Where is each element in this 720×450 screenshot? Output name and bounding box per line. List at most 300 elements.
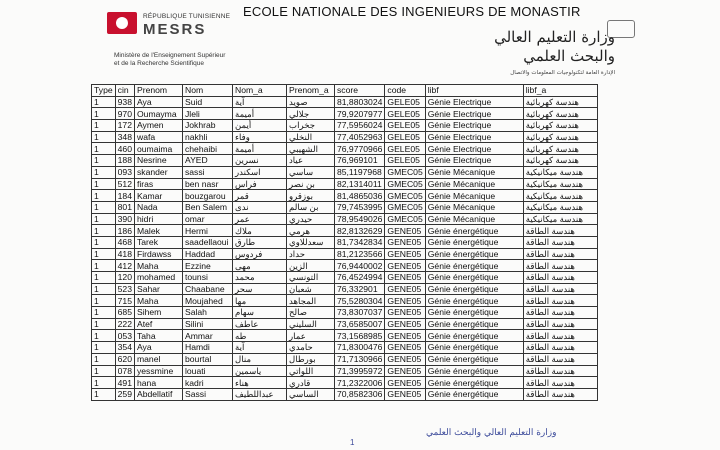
- cell-prenom: Atef: [134, 318, 182, 330]
- table-row: [92, 307, 598, 319]
- column-header: Type: [92, 85, 116, 97]
- cell-filiere: Génie énergétique: [425, 248, 523, 260]
- cell-filiere: Génie Electrique: [425, 120, 523, 132]
- cell-cin: 460: [115, 143, 134, 155]
- arabic-header: [455, 20, 635, 78]
- cell-nom: Hamdi: [182, 342, 232, 354]
- cell-type: 1: [92, 166, 116, 178]
- cell-filiere: Génie Electrique: [425, 108, 523, 120]
- cell-prenom: Tarek: [134, 236, 182, 248]
- cell-filiere-arabic: هندسة كهربائية: [523, 120, 597, 132]
- cell-nom: Ammar: [182, 330, 232, 342]
- cell-type: 1: [92, 342, 116, 354]
- cell-type: 1: [92, 155, 116, 167]
- cell-filiere: Génie énergétique: [425, 225, 523, 237]
- cell-nom-arabic: قمر: [232, 190, 286, 202]
- cell-cin: 184: [115, 190, 134, 202]
- cell-score: 75,5280304: [334, 295, 384, 307]
- cell-prenom: oumaima: [134, 143, 182, 155]
- cell-cin: 188: [115, 155, 134, 167]
- cell-filiere-arabic: هندسة الطاقة: [523, 388, 597, 400]
- cell-prenom: Aya: [134, 96, 182, 108]
- cell-filiere-arabic: هندسة الطاقة: [523, 295, 597, 307]
- arabic-header-line-3: الإدارة العامة لتكنولوجيات المعلومات والاتصال: [510, 70, 615, 76]
- cell-cin: 715: [115, 295, 134, 307]
- cell-cin: 801: [115, 201, 134, 213]
- cell-type: 1: [92, 388, 116, 400]
- cell-score: 71,7130966: [334, 353, 384, 365]
- cell-prenom-arabic: حيدري: [286, 213, 334, 225]
- cell-nom-arabic: فردوس: [232, 248, 286, 260]
- cell-code: GELE05: [385, 120, 425, 132]
- cell-nom-arabic: آية: [232, 342, 286, 354]
- cell-score: 71,2322006: [334, 377, 384, 389]
- table-row: [92, 213, 598, 225]
- cell-filiere: Génie Mécanique: [425, 166, 523, 178]
- cell-nom-arabic: سهام: [232, 307, 286, 319]
- cell-type: 1: [92, 108, 116, 120]
- cell-nom-arabic: أميمة: [232, 108, 286, 120]
- cell-score: 77,5956024: [334, 120, 384, 132]
- table-row: [92, 365, 598, 377]
- cell-prenom-arabic: اللواتي: [286, 365, 334, 377]
- cell-prenom: Kamar: [134, 190, 182, 202]
- cell-nom: Haddad: [182, 248, 232, 260]
- column-header: Nom_a: [232, 85, 286, 97]
- cell-prenom: Maha: [134, 295, 182, 307]
- cell-prenom-arabic: جلالي: [286, 108, 334, 120]
- cell-type: 1: [92, 377, 116, 389]
- cell-type: 1: [92, 365, 116, 377]
- cell-prenom-arabic: بن سالم: [286, 201, 334, 213]
- cell-nom: Jokhrab: [182, 120, 232, 132]
- cell-prenom-arabic: هرمي: [286, 225, 334, 237]
- cell-prenom-arabic: الزين: [286, 260, 334, 272]
- table-row: [92, 131, 598, 143]
- cell-type: 1: [92, 131, 116, 143]
- cell-type: 1: [92, 283, 116, 295]
- cell-cin: 259: [115, 388, 134, 400]
- cell-code: GELE05: [385, 108, 425, 120]
- cell-filiere-arabic: هندسة الطاقة: [523, 342, 597, 354]
- cell-prenom-arabic: النخلي: [286, 131, 334, 143]
- cell-filiere-arabic: هندسة الطاقة: [523, 225, 597, 237]
- cell-nom: Hermi: [182, 225, 232, 237]
- cell-type: 1: [92, 225, 116, 237]
- cell-nom: Ben Salem: [182, 201, 232, 213]
- cell-cin: 523: [115, 283, 134, 295]
- column-header: libf: [425, 85, 523, 97]
- cell-filiere-arabic: هندسة الطاقة: [523, 248, 597, 260]
- cell-nom: Ezzine: [182, 260, 232, 272]
- table-row: [92, 248, 598, 260]
- cell-filiere: Génie énergétique: [425, 365, 523, 377]
- cell-filiere: Génie Mécanique: [425, 190, 523, 202]
- cell-code: GMEC05: [385, 201, 425, 213]
- mesrs-acronym: MESRS: [143, 21, 207, 38]
- cell-filiere: Génie énergétique: [425, 236, 523, 248]
- cell-nom-arabic: عبداللطيف: [232, 388, 286, 400]
- cell-filiere: Génie énergétique: [425, 388, 523, 400]
- cell-code: GELE05: [385, 155, 425, 167]
- cell-cin: 172: [115, 120, 134, 132]
- cell-cin: 348: [115, 131, 134, 143]
- cell-score: 82,8132629: [334, 225, 384, 237]
- cell-score: 82,1314011: [334, 178, 384, 190]
- cell-cin: 053: [115, 330, 134, 342]
- cell-prenom: Taha: [134, 330, 182, 342]
- cell-score: 78,9549026: [334, 213, 384, 225]
- cell-nom-arabic: محمد: [232, 272, 286, 284]
- cell-code: GENE05: [385, 307, 425, 319]
- ministry-name: [114, 52, 225, 68]
- cell-code: GELE05: [385, 96, 425, 108]
- cell-code: GENE05: [385, 295, 425, 307]
- table-row: [92, 283, 598, 295]
- column-header: score: [334, 85, 384, 97]
- table-row: [92, 108, 598, 120]
- cell-filiere-arabic: هندسة كهربائية: [523, 108, 597, 120]
- cell-prenom: Nada: [134, 201, 182, 213]
- cell-prenom-arabic: بوزقرو: [286, 190, 334, 202]
- cell-filiere: Génie énergétique: [425, 377, 523, 389]
- cell-cin: 412: [115, 260, 134, 272]
- cell-nom: Silini: [182, 318, 232, 330]
- table-row: [92, 225, 598, 237]
- document-title: ECOLE NATIONALE DES INGENIEURS DE MONASTIR: [243, 4, 581, 19]
- results-table: [91, 84, 598, 401]
- cell-filiere: Génie Mécanique: [425, 178, 523, 190]
- table-row: [92, 166, 598, 178]
- cell-prenom-arabic: الساسي: [286, 388, 334, 400]
- cell-prenom-arabic: التونسي: [286, 272, 334, 284]
- page-number: 1: [350, 438, 355, 447]
- cell-nom-arabic: طه: [232, 330, 286, 342]
- cell-filiere-arabic: هندسة الطاقة: [523, 377, 597, 389]
- cell-score: 76,332901: [334, 283, 384, 295]
- cell-nom-arabic: أميمة: [232, 143, 286, 155]
- cell-prenom: hidri: [134, 213, 182, 225]
- cell-filiere: Génie Mécanique: [425, 201, 523, 213]
- table-row: [92, 318, 598, 330]
- cell-filiere-arabic: هندسة الطاقة: [523, 236, 597, 248]
- cell-nom: louati: [182, 365, 232, 377]
- republic-label: RÉPUBLIQUE TUNISIENNE: [143, 13, 231, 20]
- cell-cin: 222: [115, 318, 134, 330]
- cell-cin: 418: [115, 248, 134, 260]
- cell-nom: Moujahed: [182, 295, 232, 307]
- cell-nom: ben nasr: [182, 178, 232, 190]
- cell-score: 76,9770966: [334, 143, 384, 155]
- cell-nom: kadri: [182, 377, 232, 389]
- cell-code: GENE05: [385, 365, 425, 377]
- cell-score: 81,7342834: [334, 236, 384, 248]
- cell-filiere: Génie énergétique: [425, 353, 523, 365]
- cell-type: 1: [92, 248, 116, 260]
- cell-nom: Suid: [182, 96, 232, 108]
- table-row: [92, 272, 598, 284]
- cell-prenom: yessmine: [134, 365, 182, 377]
- column-header: cin: [115, 85, 134, 97]
- cell-code: GENE05: [385, 248, 425, 260]
- cell-nom: nakhli: [182, 131, 232, 143]
- cell-nom-arabic: أيمن: [232, 120, 286, 132]
- cell-nom-arabic: وفاء: [232, 131, 286, 143]
- table-row: [92, 120, 598, 132]
- cell-code: GENE05: [385, 318, 425, 330]
- cell-nom: sassi: [182, 166, 232, 178]
- cell-code: GMEC05: [385, 190, 425, 202]
- cell-prenom: Sihem: [134, 307, 182, 319]
- cell-filiere-arabic: هندسة كهربائية: [523, 143, 597, 155]
- cell-filiere-arabic: هندسة ميكانيكية: [523, 166, 597, 178]
- cell-filiere-arabic: هندسة كهربائية: [523, 155, 597, 167]
- cell-nom-arabic: عاطف: [232, 318, 286, 330]
- cell-type: 1: [92, 96, 116, 108]
- cell-nom: bourtal: [182, 353, 232, 365]
- cell-prenom-arabic: سعدللاوي: [286, 236, 334, 248]
- cell-filiere-arabic: هندسة كهربائية: [523, 131, 597, 143]
- cell-filiere: Génie énergétique: [425, 272, 523, 284]
- cell-nom: Sassi: [182, 388, 232, 400]
- cell-prenom-arabic: عمار: [286, 330, 334, 342]
- cell-code: GENE05: [385, 342, 425, 354]
- cell-prenom-arabic: المجاهد: [286, 295, 334, 307]
- cell-nom: Chaabane: [182, 283, 232, 295]
- cell-nom: bouzgarou: [182, 190, 232, 202]
- cell-nom-arabic: ندى: [232, 201, 286, 213]
- cell-prenom-arabic: بن نصر: [286, 178, 334, 190]
- cell-score: 76,4524994: [334, 272, 384, 284]
- cell-code: GENE05: [385, 353, 425, 365]
- cell-score: 76,9440002: [334, 260, 384, 272]
- table-header-row: [92, 85, 598, 97]
- cell-nom: Jleli: [182, 108, 232, 120]
- cell-filiere: Génie Electrique: [425, 96, 523, 108]
- cell-cin: 620: [115, 353, 134, 365]
- cell-prenom-arabic: قادري: [286, 377, 334, 389]
- cell-prenom-arabic: حامدي: [286, 342, 334, 354]
- column-header: Nom: [182, 85, 232, 97]
- cell-cin: 120: [115, 272, 134, 284]
- cell-nom: omar: [182, 213, 232, 225]
- cell-nom: saadellaoui: [182, 236, 232, 248]
- cell-type: 1: [92, 120, 116, 132]
- cell-cin: 512: [115, 178, 134, 190]
- cell-nom-arabic: سحر: [232, 283, 286, 295]
- cell-filiere-arabic: هندسة ميكانيكية: [523, 213, 597, 225]
- cell-type: 1: [92, 201, 116, 213]
- cell-filiere-arabic: هندسة ميكانيكية: [523, 178, 597, 190]
- cell-prenom: Oumayma: [134, 108, 182, 120]
- cell-nom-arabic: مهى: [232, 260, 286, 272]
- cell-filiere-arabic: هندسة الطاقة: [523, 272, 597, 284]
- cell-filiere: Génie énergétique: [425, 307, 523, 319]
- cell-prenom: Malek: [134, 225, 182, 237]
- table-row: [92, 96, 598, 108]
- cell-prenom: Nesrine: [134, 155, 182, 167]
- cell-filiere: Génie énergétique: [425, 295, 523, 307]
- cell-score: 70,8582306: [334, 388, 384, 400]
- arabic-header-line-1: وزارة التعليم العالي: [494, 28, 615, 46]
- cell-type: 1: [92, 295, 116, 307]
- cell-prenom-arabic: بورطال: [286, 353, 334, 365]
- cell-code: GENE05: [385, 330, 425, 342]
- cell-score: 73,6585007: [334, 318, 384, 330]
- cell-code: GMEC05: [385, 178, 425, 190]
- table-row: [92, 178, 598, 190]
- cell-prenom: hana: [134, 377, 182, 389]
- cell-nom-arabic: اسكندر: [232, 166, 286, 178]
- cell-cin: 468: [115, 236, 134, 248]
- cell-filiere: Génie énergétique: [425, 330, 523, 342]
- cell-type: 1: [92, 260, 116, 272]
- cell-prenom-arabic: الشهيبي: [286, 143, 334, 155]
- cell-cin: 970: [115, 108, 134, 120]
- cell-filiere: Génie Electrique: [425, 143, 523, 155]
- cell-filiere: Génie Electrique: [425, 131, 523, 143]
- cell-filiere-arabic: هندسة الطاقة: [523, 318, 597, 330]
- cell-code: GENE05: [385, 377, 425, 389]
- table-row: [92, 330, 598, 342]
- cell-score: 85,1197968: [334, 166, 384, 178]
- cell-type: 1: [92, 307, 116, 319]
- cell-type: 1: [92, 318, 116, 330]
- cell-nom: AYED: [182, 155, 232, 167]
- table-row: [92, 143, 598, 155]
- cell-filiere-arabic: هندسة الطاقة: [523, 330, 597, 342]
- cell-type: 1: [92, 330, 116, 342]
- cell-type: 1: [92, 178, 116, 190]
- cell-score: 73,8307037: [334, 307, 384, 319]
- cell-type: 1: [92, 213, 116, 225]
- cell-prenom-arabic: السليني: [286, 318, 334, 330]
- cell-score: 76,969101: [334, 155, 384, 167]
- footer-stamp: وزارة التعليم العالي والبحث العلمي: [426, 428, 557, 438]
- cell-type: 1: [92, 190, 116, 202]
- cell-filiere: Génie énergétique: [425, 283, 523, 295]
- cell-nom-arabic: فراس: [232, 178, 286, 190]
- cell-prenom: manel: [134, 353, 182, 365]
- cell-prenom: wafa: [134, 131, 182, 143]
- cell-filiere-arabic: هندسة ميكانيكية: [523, 190, 597, 202]
- table-body: [92, 96, 598, 400]
- cell-code: GENE05: [385, 272, 425, 284]
- cell-cin: 186: [115, 225, 134, 237]
- cell-filiere-arabic: هندسة الطاقة: [523, 260, 597, 272]
- cell-cin: 685: [115, 307, 134, 319]
- cell-prenom: Sahar: [134, 283, 182, 295]
- cell-nom: tounsi: [182, 272, 232, 284]
- cell-prenom-arabic: صالح: [286, 307, 334, 319]
- cell-nom-arabic: ملاك: [232, 225, 286, 237]
- column-header: libf_a: [523, 85, 597, 97]
- cell-filiere-arabic: هندسة الطاقة: [523, 353, 597, 365]
- cell-nom-arabic: منال: [232, 353, 286, 365]
- cell-prenom: Abdellatif: [134, 388, 182, 400]
- table-row: [92, 388, 598, 400]
- ministry-line-2: et de la Recherche Scientifique: [114, 60, 204, 67]
- cell-prenom: skander: [134, 166, 182, 178]
- cell-score: 81,4865036: [334, 190, 384, 202]
- table-row: [92, 236, 598, 248]
- column-header: code: [385, 85, 425, 97]
- cell-code: GMEC05: [385, 166, 425, 178]
- cell-prenom-arabic: شعبان: [286, 283, 334, 295]
- table-row: [92, 201, 598, 213]
- column-header: Prenom_a: [286, 85, 334, 97]
- cell-score: 81,2123566: [334, 248, 384, 260]
- cell-filiere-arabic: هندسة الطاقة: [523, 365, 597, 377]
- cell-nom-arabic: مها: [232, 295, 286, 307]
- cell-prenom-arabic: جخراب: [286, 120, 334, 132]
- cell-nom: chehaibi: [182, 143, 232, 155]
- table-row: [92, 155, 598, 167]
- cell-nom: Salah: [182, 307, 232, 319]
- tunisia-flag-icon: [107, 12, 137, 34]
- cell-prenom-arabic: عياد: [286, 155, 334, 167]
- cell-code: GMEC05: [385, 213, 425, 225]
- cell-type: 1: [92, 272, 116, 284]
- cell-type: 1: [92, 353, 116, 365]
- cell-prenom-arabic: ساسي: [286, 166, 334, 178]
- cell-prenom: Firdawss: [134, 248, 182, 260]
- cell-score: 79,9207977: [334, 108, 384, 120]
- table-row: [92, 295, 598, 307]
- cell-filiere: Génie Electrique: [425, 155, 523, 167]
- arabic-header-line-2: والبحث العلمي: [523, 47, 615, 65]
- cell-code: GELE05: [385, 143, 425, 155]
- cell-code: GENE05: [385, 388, 425, 400]
- cell-cin: 390: [115, 213, 134, 225]
- table-row: [92, 190, 598, 202]
- cell-prenom-arabic: حداد: [286, 248, 334, 260]
- cell-nom-arabic: هناء: [232, 377, 286, 389]
- table-row: [92, 353, 598, 365]
- table-row: [92, 342, 598, 354]
- ministry-line-1: Ministère de l'Enseignement Supérieur: [114, 52, 226, 59]
- cell-filiere: Génie Mécanique: [425, 213, 523, 225]
- cell-nom-arabic: نسرين: [232, 155, 286, 167]
- cell-prenom: Aya: [134, 342, 182, 354]
- cell-filiere-arabic: هندسة الطاقة: [523, 283, 597, 295]
- cell-cin: 491: [115, 377, 134, 389]
- cell-filiere-arabic: هندسة الطاقة: [523, 307, 597, 319]
- cell-score: 81,8803024: [334, 96, 384, 108]
- cell-code: GENE05: [385, 283, 425, 295]
- table-row: [92, 377, 598, 389]
- cell-filiere: Génie énergétique: [425, 342, 523, 354]
- cell-score: 73,1568985: [334, 330, 384, 342]
- cell-nom-arabic: ياسمين: [232, 365, 286, 377]
- cell-prenom: Maha: [134, 260, 182, 272]
- cell-prenom-arabic: صويد: [286, 96, 334, 108]
- cell-filiere-arabic: هندسة ميكانيكية: [523, 201, 597, 213]
- column-header: Prenom: [134, 85, 182, 97]
- cell-code: GELE05: [385, 131, 425, 143]
- cell-filiere: Génie énergétique: [425, 318, 523, 330]
- table-row: [92, 260, 598, 272]
- cell-code: GENE05: [385, 225, 425, 237]
- cell-filiere-arabic: هندسة كهربائية: [523, 96, 597, 108]
- cell-code: GENE05: [385, 260, 425, 272]
- cell-nom-arabic: عمر: [232, 213, 286, 225]
- cell-type: 1: [92, 143, 116, 155]
- ministry-logo-block: [107, 12, 267, 76]
- cell-cin: 938: [115, 96, 134, 108]
- cell-cin: 078: [115, 365, 134, 377]
- cell-type: 1: [92, 236, 116, 248]
